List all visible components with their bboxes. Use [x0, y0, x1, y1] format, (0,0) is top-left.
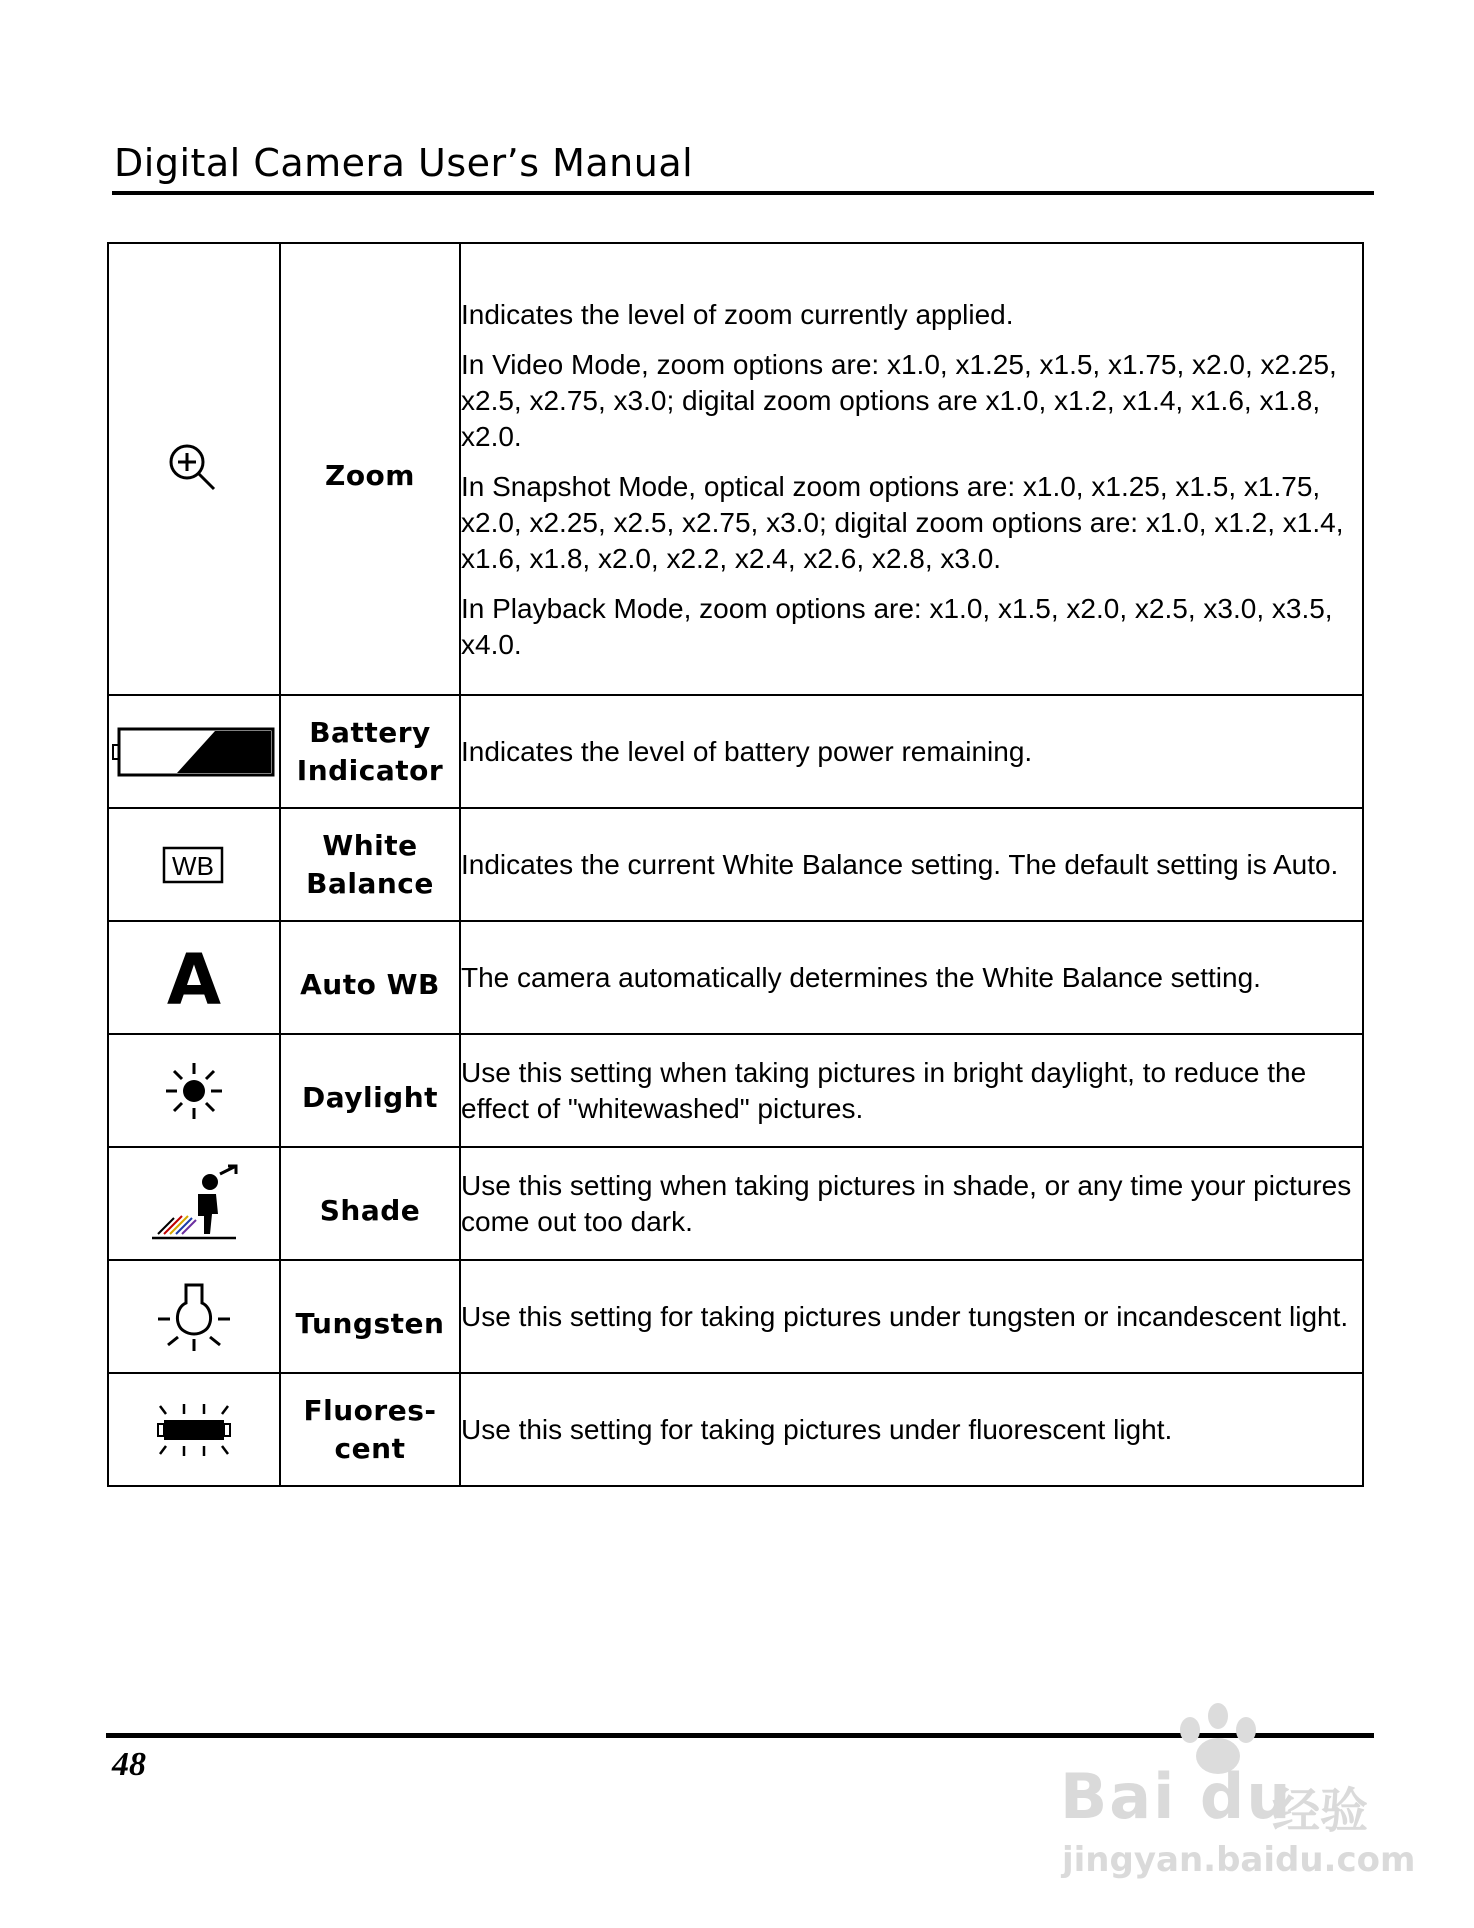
description-paragraph: In Video Mode, zoom options are: x1.0, x1.25, x1.5, x1.75, x2.0, x2.25, x2.5, x2.75, x3.0; digital zoom options are x1.0, x1.2, x1.4, x1.6, x1.8, x2.0.	[461, 349, 1337, 452]
watermark-chinese: 经验	[1272, 1783, 1369, 1839]
auto-wb-icon-label: A	[166, 945, 222, 1010]
page-number: 48	[112, 1746, 146, 1783]
header-rule	[112, 191, 1374, 195]
setting-name	[280, 808, 460, 921]
table-row	[108, 1147, 1363, 1260]
description-paragraph: In Snapshot Mode, optical zoom options are: x1.0, x1.25, x1.5, x1.75, x2.0, x2.25, x2.5, x2.75, x3.0; digital zoom options are: x1.0, x1.2, x1.4, x1.6, x1.8, x2.0, x2.2, x2.4, x2.6, x2.8, x3.0.	[461, 471, 1344, 574]
icon-description-table	[107, 242, 1364, 1487]
table-row	[108, 1260, 1363, 1373]
setting-name	[280, 921, 460, 1034]
white-balance-icon	[162, 845, 226, 885]
table-row	[108, 695, 1363, 808]
setting-description	[460, 1034, 1363, 1147]
description-paragraph: Use this setting for taking pictures under tungsten or incandescent light.	[461, 1300, 1349, 1332]
setting-name-line: Balance	[306, 866, 434, 900]
daylight-sun-icon	[162, 1059, 226, 1123]
setting-name	[280, 1260, 460, 1373]
description-paragraph: In Playback Mode, zoom options are: x1.0, x1.5, x2.0, x2.5, x3.0, x3.5, x4.0.	[461, 593, 1333, 660]
description-paragraph: Use this setting when taking pictures in shade, or any time your pictures come out too dark.	[461, 1169, 1352, 1237]
icon-cell	[108, 1147, 280, 1260]
setting-description	[460, 1260, 1363, 1373]
wb-icon-label: WB	[172, 850, 214, 881]
setting-description	[460, 808, 1363, 921]
description-paragraph: Indicates the current White Balance setting. The default setting is Auto.	[461, 848, 1339, 880]
table-row	[108, 808, 1363, 921]
setting-name-line: Fluores-	[303, 1393, 437, 1427]
icon-cell	[108, 695, 280, 808]
table-row	[108, 1034, 1363, 1147]
watermark-url: jingyan.baidu.com	[1062, 1840, 1416, 1880]
description-paragraph: Indicates the level of zoom currently applied.	[461, 299, 1014, 330]
setting-description	[460, 243, 1363, 695]
description-paragraph: Indicates the level of battery power remaining.	[461, 735, 1033, 767]
icon-cell	[108, 243, 280, 695]
table-row	[108, 921, 1363, 1034]
watermark-brand: Bai du	[1060, 1760, 1293, 1833]
setting-name	[280, 1373, 460, 1486]
page-header-title: Digital Camera User’s Manual	[114, 141, 694, 185]
setting-name	[280, 1147, 460, 1260]
table-row	[108, 1373, 1363, 1486]
icon-cell	[108, 921, 280, 1034]
icon-cell	[108, 1373, 280, 1486]
icon-cell	[108, 1260, 280, 1373]
icon-cell	[108, 808, 280, 921]
table-row	[108, 243, 1363, 695]
description-paragraph: Use this setting when taking pictures in bright daylight, to reduce the effect of "whitewashed" pictures.	[461, 1056, 1307, 1124]
baidu-watermark	[1040, 1700, 1416, 1900]
setting-description	[460, 695, 1363, 808]
zoom-magnifier-icon	[159, 434, 229, 504]
setting-name-line: Indicator	[296, 753, 444, 787]
setting-description	[460, 1147, 1363, 1260]
description-paragraph: Use this setting for taking pictures under fluorescent light.	[461, 1413, 1173, 1445]
description-paragraph: The camera automatically determines the White Balance setting.	[461, 961, 1261, 993]
shade-icon	[146, 1164, 242, 1244]
setting-name	[280, 243, 460, 695]
setting-name	[280, 1034, 460, 1147]
setting-name-label: Auto WB	[300, 967, 440, 1001]
auto-wb-icon	[162, 946, 226, 1010]
tungsten-bulb-icon	[154, 1281, 234, 1353]
setting-name	[280, 695, 460, 808]
fluorescent-tube-icon	[154, 1398, 234, 1462]
setting-description	[460, 1373, 1363, 1486]
battery-icon	[111, 725, 277, 779]
icon-cell	[108, 1034, 280, 1147]
setting-name-label: Zoom	[325, 459, 415, 492]
setting-name-line: White	[322, 828, 418, 862]
setting-name-label: Tungsten	[295, 1306, 445, 1340]
setting-name-line: cent	[334, 1431, 406, 1465]
setting-description	[460, 921, 1363, 1034]
setting-name-label: Shade	[319, 1193, 421, 1227]
setting-name-line: Battery	[309, 715, 431, 749]
setting-name-label: Daylight	[301, 1080, 439, 1114]
